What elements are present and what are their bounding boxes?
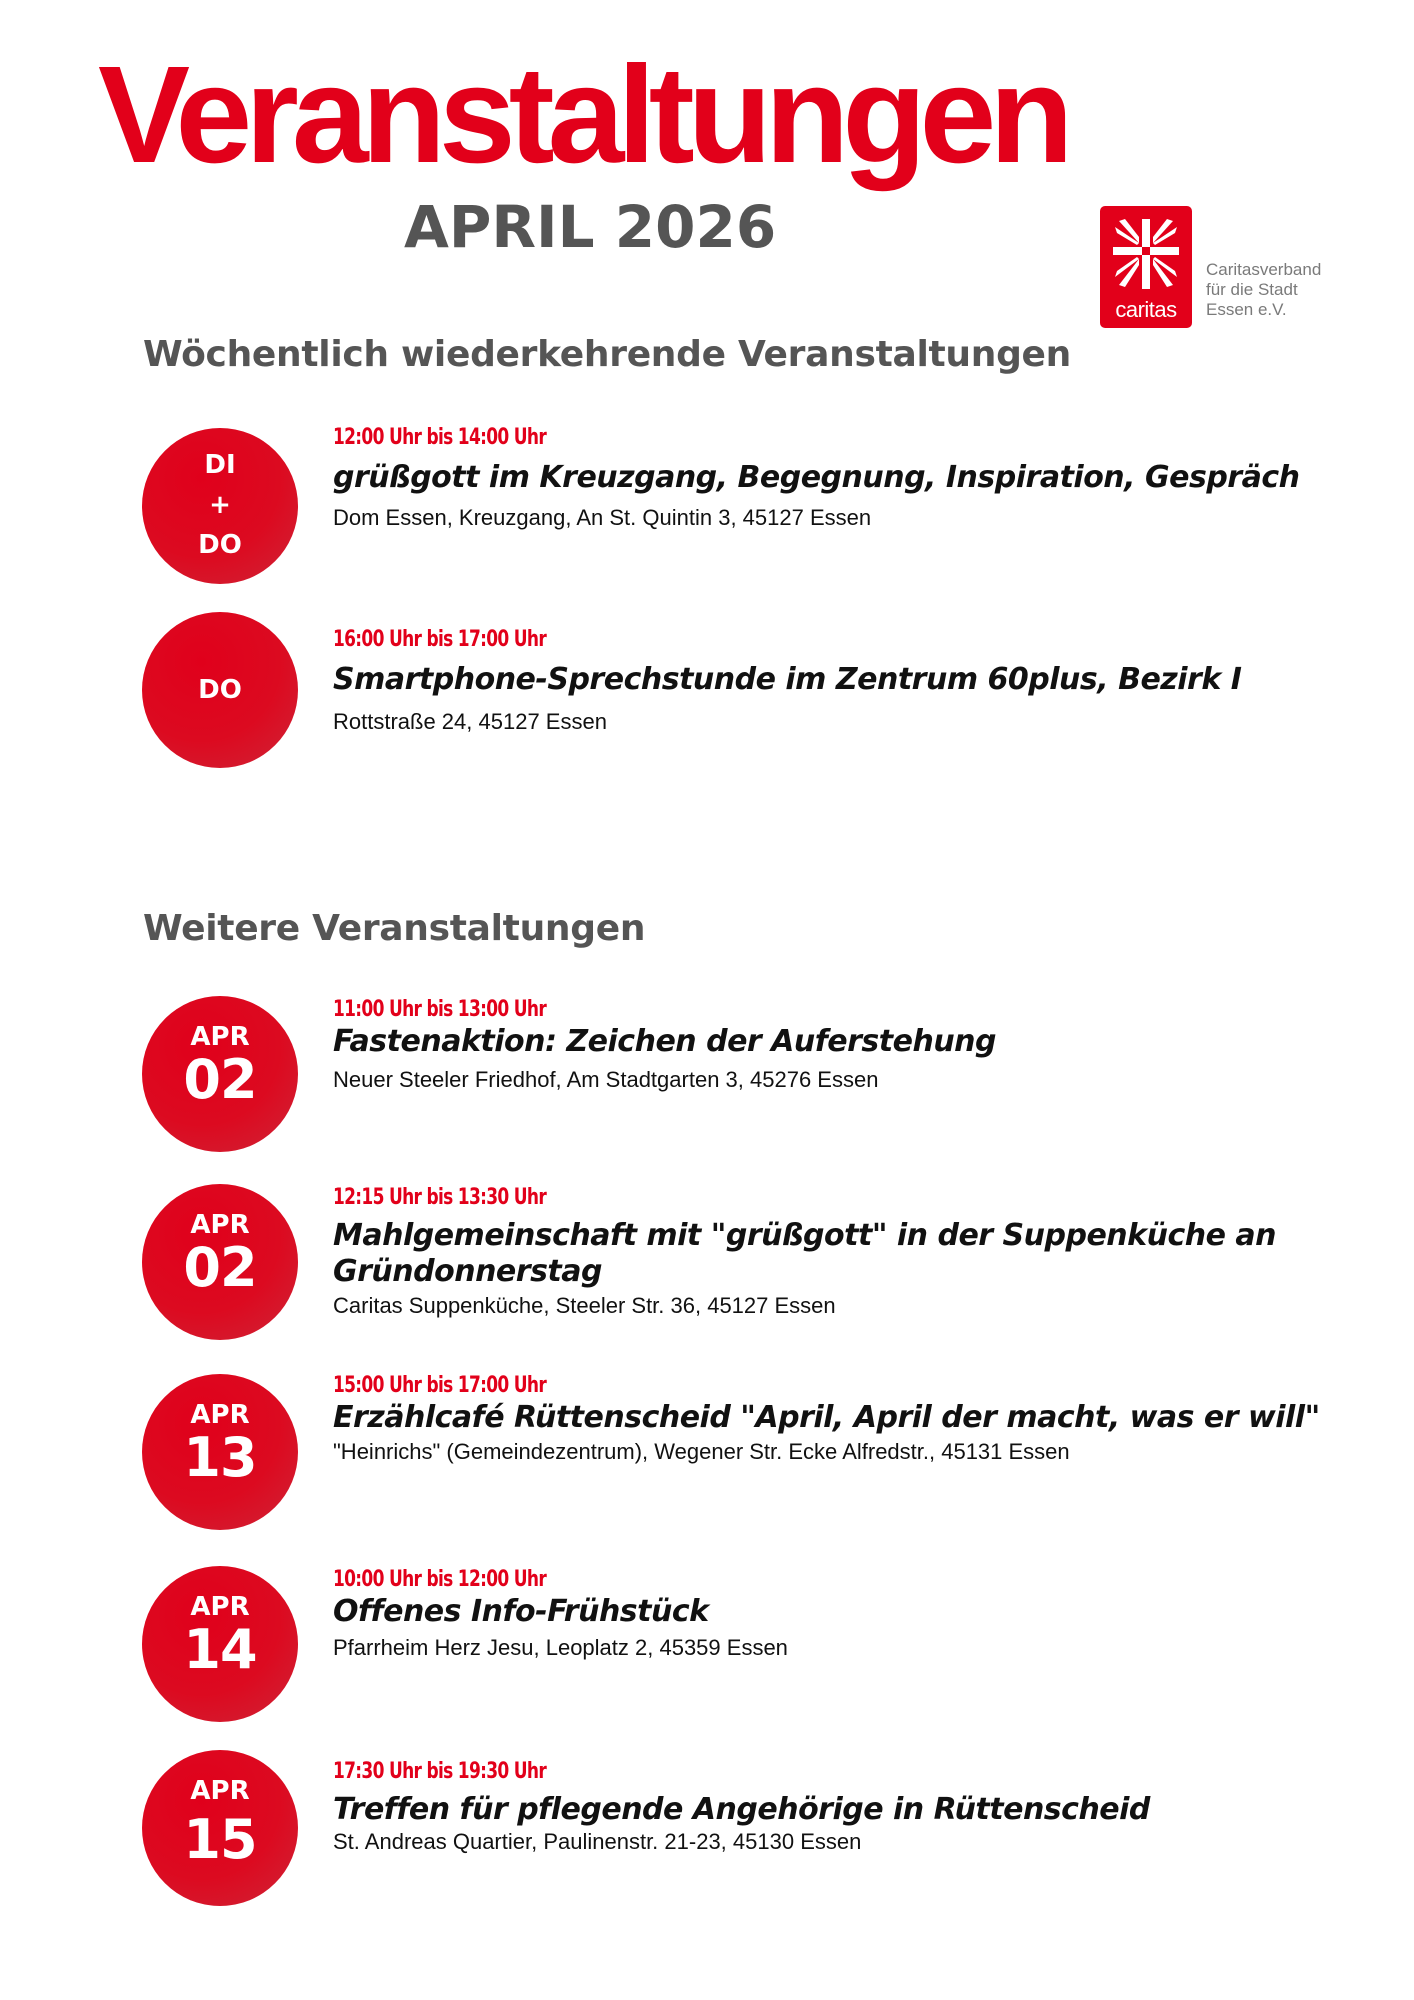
weekday-label: DO — [198, 675, 242, 705]
event-time: 10:00 Uhr bis 12:00 Uhr — [333, 1567, 547, 1592]
further-section-heading: Weitere Veranstaltungen — [143, 908, 646, 949]
date-badge — [142, 1374, 298, 1530]
weekday-label: DO — [198, 530, 242, 560]
date-month: APR — [190, 1776, 250, 1806]
date-badge — [142, 1750, 298, 1906]
caritas-wordmark: caritas — [1115, 297, 1177, 322]
event-address: Neuer Steeler Friedhof, Am Stadtgarten 3, 45276 Essen — [333, 1067, 879, 1092]
event-address: "Heinrichs" (Gemeindezentrum), Wegener Str. Ecke Alfredstr., 45131 Essen — [333, 1439, 1070, 1464]
event-time: 17:30 Uhr bis 19:30 Uhr — [333, 1759, 547, 1784]
date-badge — [142, 1566, 298, 1722]
event-address: Caritas Suppenküche, Steeler Str. 36, 45127 Essen — [333, 1293, 836, 1318]
date-badge — [142, 996, 298, 1152]
event-time: 11:00 Uhr bis 13:00 Uhr — [333, 997, 547, 1022]
date-day: 14 — [183, 1618, 257, 1681]
date-badge — [142, 1184, 298, 1340]
weekday-badge — [142, 612, 298, 768]
event-item — [333, 996, 1343, 1094]
org-name-line: Essen e.V. — [1206, 300, 1287, 319]
event-time: 12:15 Uhr bis 13:30 Uhr — [333, 1185, 547, 1210]
event-title: grüßgott im Kreuzgang, Begegnung, Inspiration, Gespräch — [333, 460, 1300, 495]
date-month: APR — [190, 1592, 250, 1622]
caritas-organization-name — [1206, 260, 1406, 320]
event-title: Erzählcafé Rüttenscheid "April, April der macht, was er will" — [333, 1400, 1320, 1435]
event-title: Treffen für pflegende Angehörige in Rüttenscheid — [333, 1792, 1150, 1827]
weekday-label: DI — [204, 450, 236, 480]
event-title: Offenes Info-Frühstück — [333, 1594, 709, 1629]
event-title: Smartphone-Sprechstunde im Zentrum 60plus, Bezirk I — [333, 662, 1242, 697]
event-address: Pfarrheim Herz Jesu, Leoplatz 2, 45359 Essen — [333, 1635, 788, 1660]
org-name-line: für die Stadt — [1206, 280, 1298, 299]
event-item — [333, 1758, 1343, 1856]
date-month: APR — [190, 1400, 250, 1430]
event-item — [333, 1566, 1343, 1662]
event-address: Dom Essen, Kreuzgang, An St. Quintin 3, 45127 Essen — [333, 505, 872, 530]
event-time: 12:00 Uhr bis 14:00 Uhr — [333, 425, 547, 450]
date-day: 02 — [183, 1236, 257, 1299]
caritas-logo — [1100, 206, 1192, 328]
date-day: 13 — [183, 1426, 257, 1489]
page-subtitle: APRIL 2026 — [404, 193, 777, 261]
caritas-flame-cross-icon — [1109, 213, 1183, 295]
date-month: APR — [190, 1022, 250, 1052]
weekday-plus: + — [209, 490, 231, 520]
event-time: 15:00 Uhr bis 17:00 Uhr — [333, 1373, 547, 1398]
org-name-line: Caritasverband — [1206, 260, 1322, 279]
date-month: APR — [190, 1210, 250, 1240]
weekly-event — [333, 626, 1343, 736]
event-address: St. Andreas Quartier, Paulinenstr. 21-23, 45130 Essen — [333, 1829, 862, 1854]
event-item — [333, 1184, 1343, 1320]
weekly-event — [333, 424, 1343, 532]
event-time: 16:00 Uhr bis 17:00 Uhr — [333, 627, 547, 652]
date-day: 15 — [183, 1808, 257, 1871]
weekly-section-heading: Wöchentlich wiederkehrende Veranstaltungen — [143, 334, 1071, 375]
page-title: Veranstaltungen — [98, 38, 1067, 192]
event-title: Fastenaktion: Zeichen der Auferstehung — [333, 1024, 997, 1059]
event-item — [333, 1372, 1343, 1466]
event-title: Mahlgemeinschaft mit "grüßgott" in der Suppenküche an Gründonnerstag — [333, 1218, 1276, 1289]
event-address: Rottstraße 24, 45127 Essen — [333, 709, 607, 734]
weekday-badge — [142, 428, 298, 584]
date-day: 02 — [183, 1048, 257, 1111]
